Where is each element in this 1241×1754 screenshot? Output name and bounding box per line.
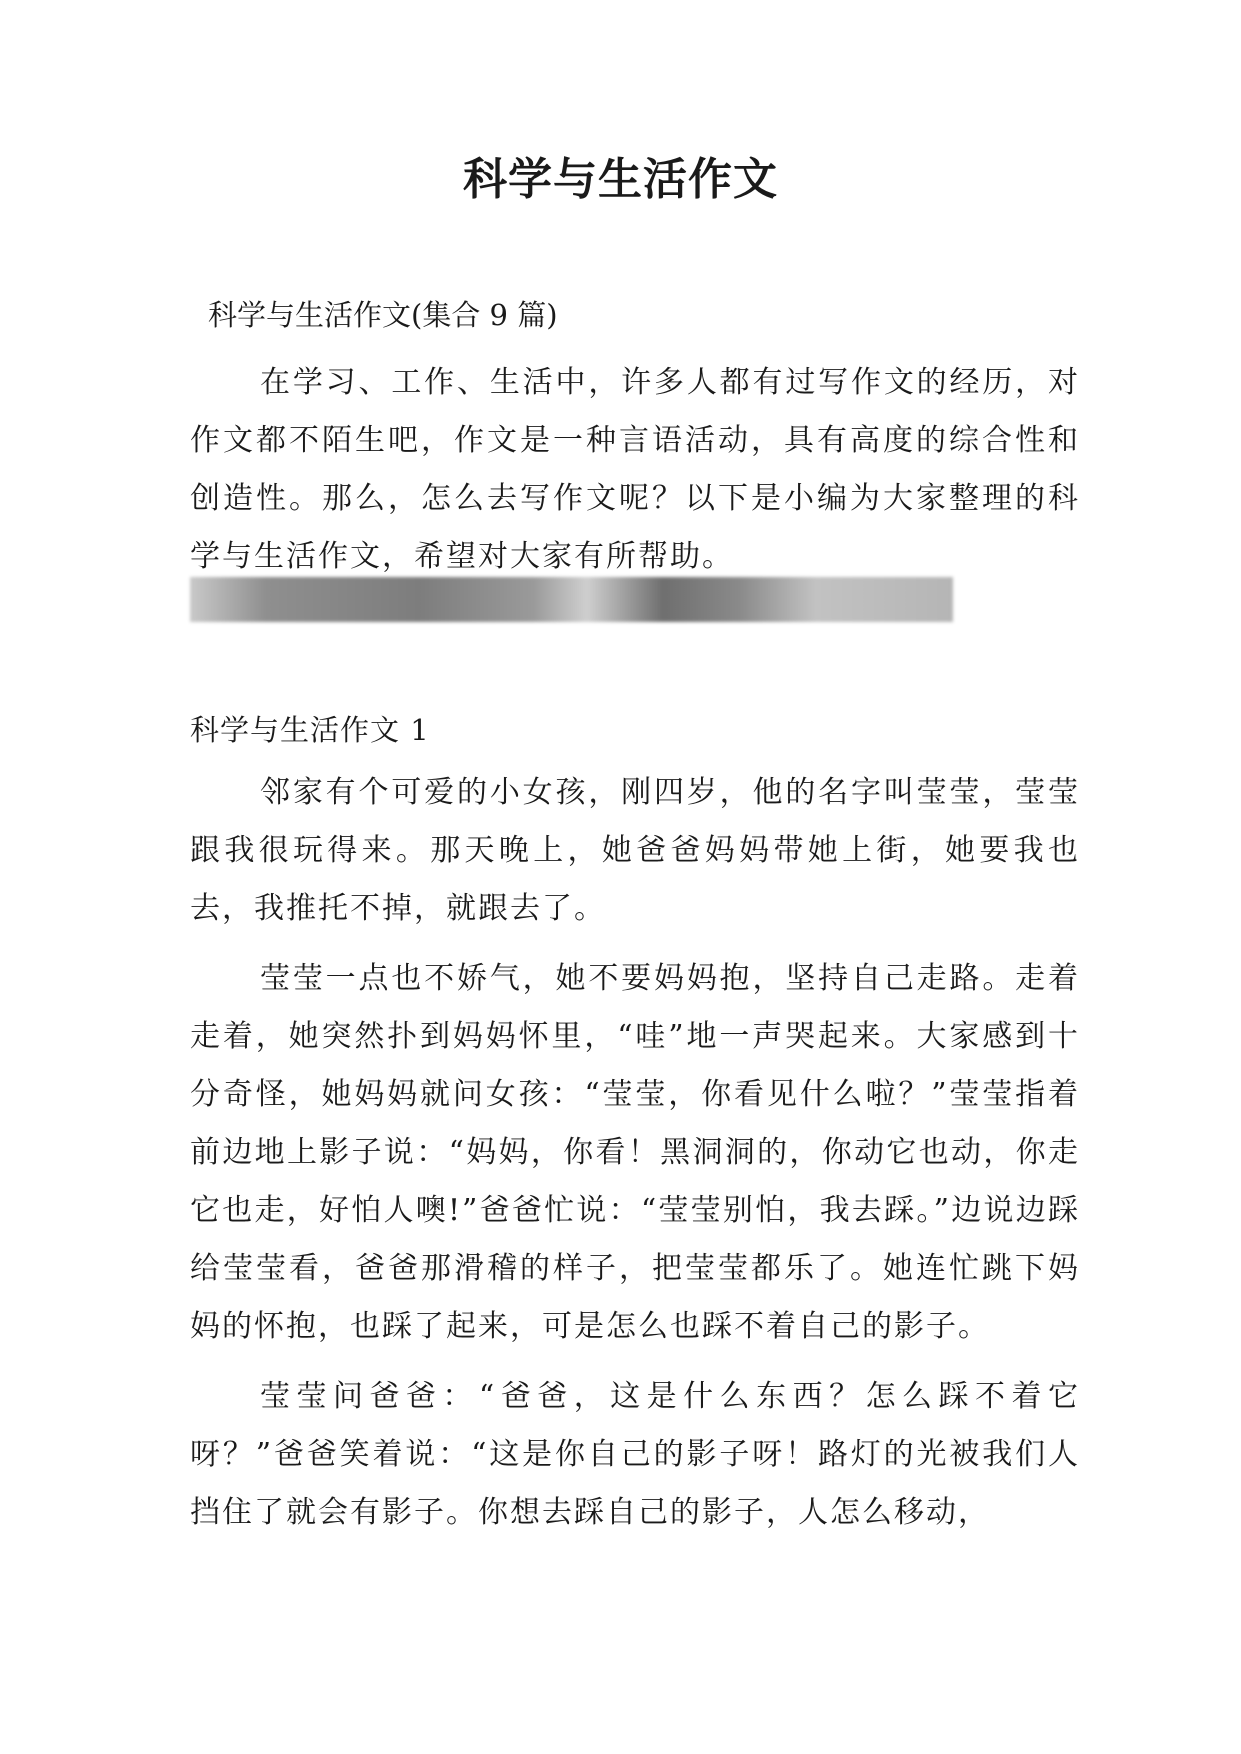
document-title: 科学与生活作文 bbox=[463, 154, 778, 205]
blurred-redaction-bar bbox=[190, 577, 953, 622]
body-paragraph: 莹莹一点也不娇气，她不要妈妈抱，坚持自己走路。走着走着，她突然扑到妈妈怀里，“哇”地一声哭起来。大家感到十分奇怪，她妈妈就问女孩：“莹莹，你看见什么啦？”莹莹指着前边地上影子说：“妈妈，你看！黑洞洞的，你动它也动，你走它也走，好怕人噢!”爸爸忙说：“莹莹别怕，我去踩。”边说边踩给莹莹看，爸爸那滑稽的样子，把莹莹都乐了。她连忙跳下妈妈的怀抱，也踩了起来，可是怎么也踩不着自己的影子。 bbox=[190, 961, 1080, 1344]
intro-paragraph: 在学习、工作、生活中，许多人都有过写作文的经历，对作文都不陌生吧，作文是一种言语活动，具有高度的综合性和创造性。那么，怎么去写作文呢？以下是小编为大家整理的科学与生活作文，希望对大家有所帮助。 bbox=[190, 365, 1080, 574]
document-subtitle: 科学与生活作文(集合 9 篇) bbox=[208, 298, 558, 332]
body-paragraph: 邻家有个可爱的小女孩，刚四岁，他的名字叫莹莹，莹莹跟我很玩得来。那天晚上，她爸爸妈妈带她上街，她要我也去，我推托不掉，就跟去了。 bbox=[190, 775, 1080, 926]
essay-body bbox=[190, 764, 1080, 1542]
body-paragraph: 莹莹问爸爸：“爸爸，这是什么东西？怎么踩不着它呀？”爸爸笑着说：“这是你自己的影子呀！路灯的光被我们人挡住了就会有影子。你想去踩自己的影子，人怎么移动， bbox=[190, 1379, 1080, 1530]
section-heading: 科学与生活作文 1 bbox=[190, 713, 430, 747]
